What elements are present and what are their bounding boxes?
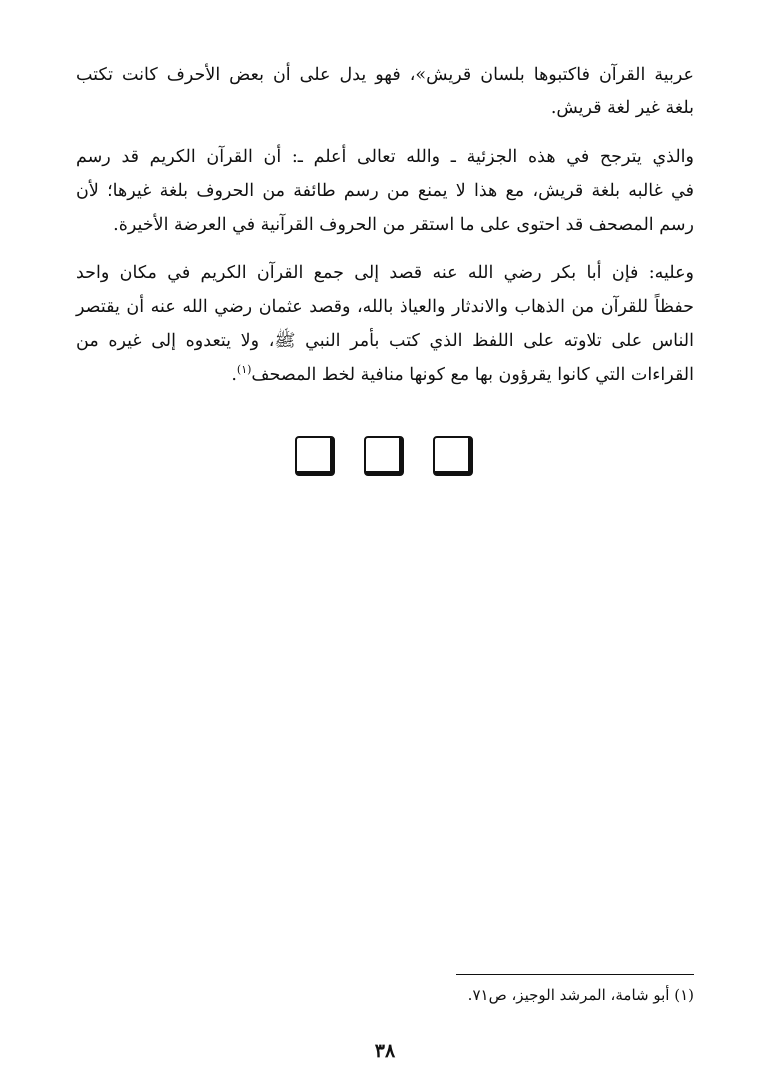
paragraph-3-line-2: حفظاً للقرآن من الذهاب والاندثار والعياذ بالله، وقصد عثمان رضي الله عنه أن يقتصر (76, 297, 694, 317)
paragraph-2-line-2: في غالبه بلغة قريش، مع هذا لا يمنع من رسم طائفة من الحروف بلغة غيرها؛ لأن (76, 181, 694, 201)
paragraph-2-line-1: والذي يترجح في هذه الجزئية ـ والله تعالى أعلم ـ: أن القرآن الكريم قد رسم (76, 147, 694, 167)
footnote-text: (١) أبو شامة، المرشد الوجيز، ص٧١. (467, 986, 694, 1004)
page-number: ٣٨ (374, 1040, 396, 1062)
section-divider-square-icon (364, 436, 404, 476)
footnote-separator (456, 974, 694, 975)
paragraph-1-line-1: عربية القرآن فاكتبوها بلسان قريش»، فهو يدل على أن بعض الأحرف كانت تكتب (76, 65, 694, 85)
paragraph-2-line-3: رسم المصحف قد احتوى على ما استقر من الحروف القرآنية في العرضة الأخيرة. (113, 215, 694, 235)
section-divider-square-icon (295, 436, 335, 476)
footnote-reference: (١) (236, 363, 252, 377)
paragraph-3-line-4-text: القراءات التي كانوا يقرؤون بها مع كونها منافية لخط المصحف (251, 365, 694, 385)
section-divider-square-icon (433, 436, 473, 476)
paragraph-3-line-3: الناس على تلاوته على اللفظ الذي كتب بأمر النبي ﷺ، ولا يتعدوه إلى غيره من (76, 331, 694, 351)
paragraph-3-line-4 (76, 362, 694, 388)
paragraph-3-line-1: وعليه: فإن أبا بكر رضي الله عنه قصد إلى جمع القرآن الكريم في مكان واحد (76, 263, 694, 283)
paragraph-1-line-2: بلغة غير لغة قريش. (550, 98, 694, 118)
sentence-end: . (231, 365, 237, 385)
